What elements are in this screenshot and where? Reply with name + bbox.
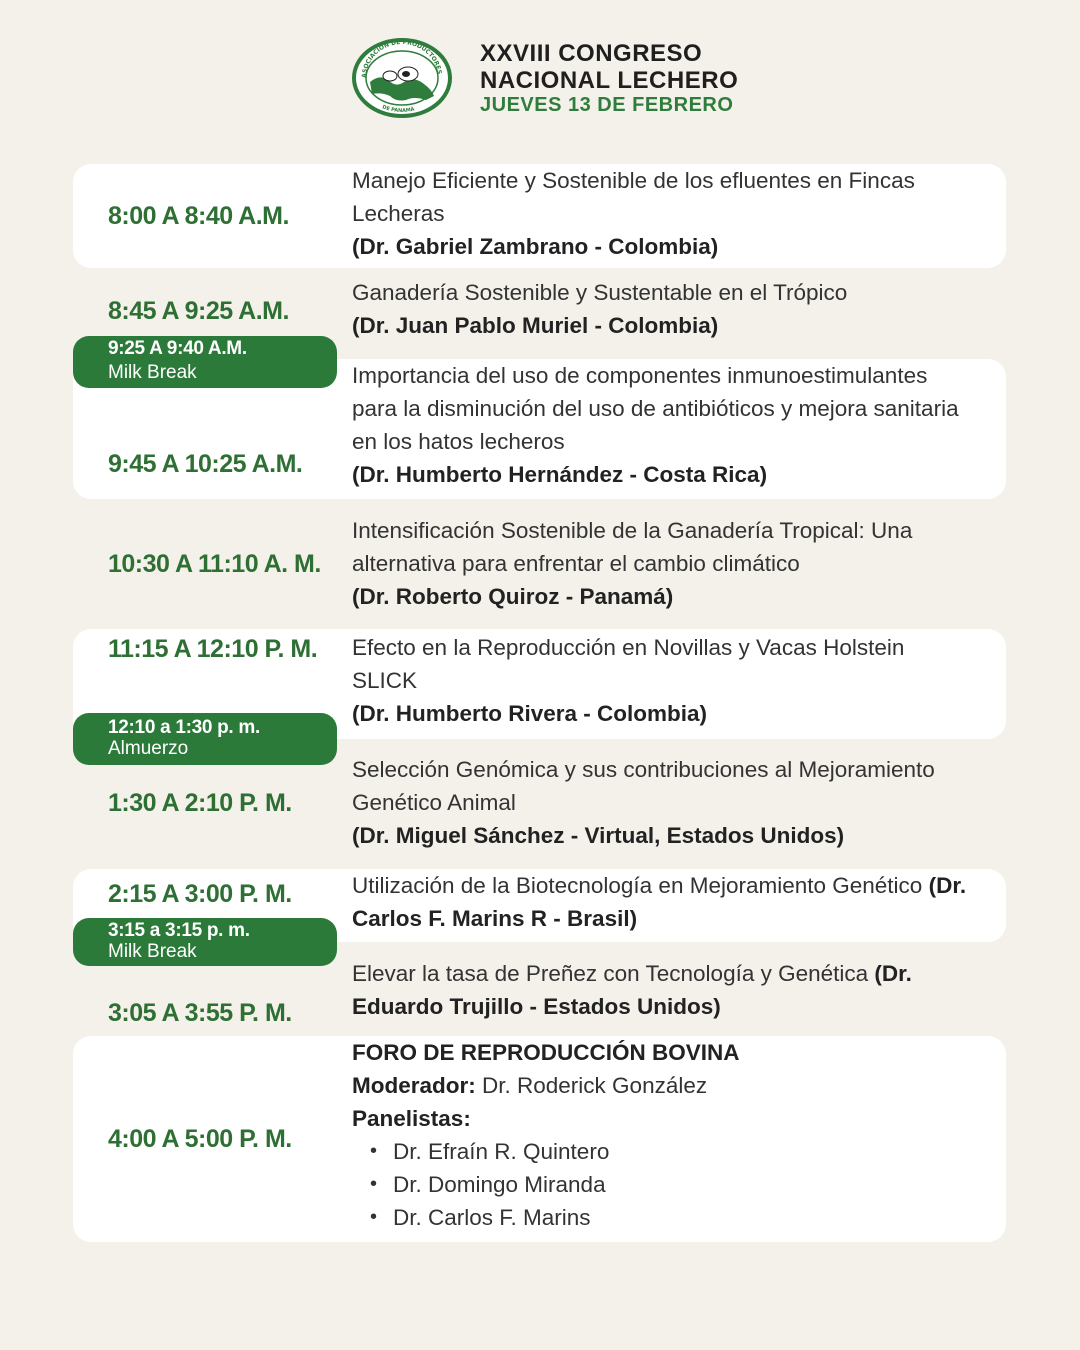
session-time: 9:45 A 10:25 A.M. — [108, 450, 303, 478]
session-speaker: (Dr. Roberto Quiroz - Panamá) — [352, 584, 674, 609]
association-logo — [352, 38, 452, 118]
session-time: 8:00 A 8:40 A.M. — [108, 202, 289, 230]
break-label: Almuerzo — [108, 738, 189, 759]
break-badge — [73, 918, 337, 966]
break-label: Milk Break — [108, 362, 197, 383]
session-speaker: (Dr. Humberto Hernández - Costa Rica) — [352, 462, 768, 487]
list-item: • Dr. Efraín R. Quintero — [352, 1135, 972, 1168]
session-title: Utilización de la Biotecnología en Mejoramiento Genético — [352, 873, 923, 898]
break-time: 12:10 a 1:30 p. m. — [108, 717, 260, 738]
session-speaker: (Dr. Eduardo Trujillo - Estados Unidos) — [352, 961, 912, 1019]
session-title: Selección Genómica y sus contribuciones al Mejoramiento Genético Animal — [352, 757, 935, 815]
logo-ring-text: ASOCIACIÓN DE PRODUCTORES — [360, 38, 443, 79]
forum-title: FORO DE REPRODUCCIÓN BOVINA — [352, 1040, 740, 1065]
session-title: Ganadería Sostenible y Sustentable en el Trópico — [352, 280, 848, 305]
header — [352, 38, 752, 118]
list-item: • Dr. Domingo Miranda — [352, 1168, 972, 1201]
session-speaker: (Dr. Carlos F. Marins R - Brasil) — [352, 873, 967, 931]
moderator-name: Dr. Roderick González — [482, 1073, 708, 1098]
session-details — [352, 164, 972, 263]
session-title: Elevar la tasa de Preñez con Tecnología y Genética — [352, 961, 869, 986]
session-details — [352, 359, 972, 491]
break-label: Milk Break — [108, 941, 197, 962]
break-time: 3:15 a 3:15 p. m. — [108, 920, 250, 941]
break-badge — [73, 713, 337, 765]
break-badge — [73, 336, 337, 388]
logo-bottom-text: DE PANAMÁ — [381, 104, 416, 115]
session-time: 8:45 A 9:25 A.M. — [108, 297, 289, 325]
session-time: 10:30 A 11:10 A. M. — [108, 550, 321, 578]
session-details — [352, 276, 972, 342]
forum-moderator — [352, 1069, 972, 1102]
session-details — [352, 869, 972, 935]
session-details — [352, 514, 972, 613]
forum-details — [352, 1036, 972, 1234]
session-time: 11:15 A 12:10 P. M. — [108, 635, 318, 663]
session-details — [352, 957, 972, 1023]
session-details — [352, 631, 972, 730]
session-title: Intensificación Sostenible de la Ganadería Tropical: Una alternativa para enfrentar el cambio climático — [352, 518, 913, 576]
list-item: • Dr. Carlos F. Marins — [352, 1201, 972, 1234]
session-time: 1:30 A 2:10 P. M. — [108, 789, 292, 817]
session-title: Importancia del uso de componentes inmunoestimulantes para la disminución del uso de antibióticos y mejora sanitaria en los hatos lecheros — [352, 363, 959, 454]
session-speaker: (Dr. Gabriel Zambrano - Colombia) — [352, 234, 719, 259]
moderator-label: Moderador: — [352, 1073, 476, 1098]
forum-time: 4:00 A 5:00 P. M. — [108, 1125, 292, 1153]
session-title: Efecto en la Reproducción en Novillas y Vacas Holstein SLICK — [352, 635, 905, 693]
session-time: 2:15 A 3:00 P. M. — [108, 880, 292, 908]
session-details — [352, 753, 972, 852]
session-time: 3:05 A 3:55 P. M. — [108, 999, 292, 1027]
congress-title: XXVIII CONGRESO — [480, 40, 703, 67]
congress-subtitle: NACIONAL LECHERO — [480, 67, 739, 94]
panelists-list — [352, 1135, 972, 1234]
session-speaker: (Dr. Juan Pablo Muriel - Colombia) — [352, 313, 719, 338]
session-speaker: (Dr. Miguel Sánchez - Virtual, Estados Unidos) — [352, 823, 845, 848]
panelists-label: Panelistas: — [352, 1106, 471, 1131]
event-date: JUEVES 13 DE FEBRERO — [480, 94, 734, 116]
session-speaker: (Dr. Humberto Rivera - Colombia) — [352, 701, 708, 726]
session-title: Manejo Eficiente y Sostenible de los efluentes en Fincas Lecheras — [352, 168, 915, 226]
break-time: 9:25 A 9:40 A.M. — [108, 338, 247, 359]
